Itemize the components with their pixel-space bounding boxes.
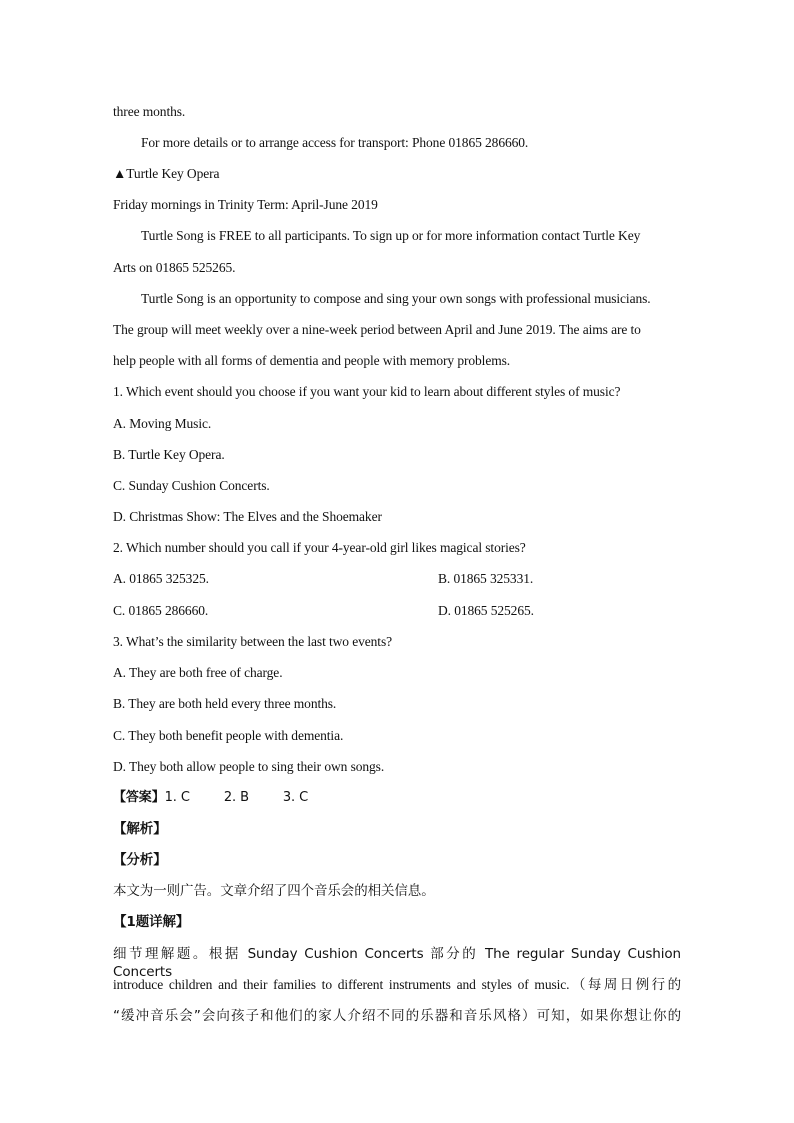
question-2-stem: 2. Which number should you call if your 4-year-old girl likes magical stories? [113,540,526,555]
desc-line-1: Turtle Song is an opportunity to compose and sing your own songs with professional musicians. [141,291,651,306]
question-3-option-c: C. They both benefit people with dementia. [113,728,344,743]
desc-line-2: The group will meet weekly over a nine-week period between April and June 2019. The aims are to [113,322,641,337]
answer-1: 1. C [164,790,190,805]
jiexi-heading: 【解析】 [113,821,167,837]
event-title: ▲Turtle Key Opera [113,166,220,181]
question-3-stem: 3. What’s the similarity between the last two events? [113,634,393,649]
analysis-summary: 本文为一则广告。文章介绍了四个音乐会的相关信息。 [113,883,435,899]
question-2-option-c: C. 01865 286660. [113,603,209,618]
question-1-option-a: A. Moving Music. [113,416,212,431]
answer-2: 2. B [223,790,249,805]
q1-detail-heading: 【1题详解】 [113,914,190,930]
q1-detail-line-2: introduce children and their families to different instruments and styles of music.（每周日例行的 [113,977,681,992]
desc-line-3: help people with all forms of dementia and people with memory problems. [113,353,511,368]
question-1-option-c: C. Sunday Cushion Concerts. [113,478,270,493]
question-2-option-a: A. 01865 325325. [113,571,209,586]
question-3-option-d: D. They both allow people to sing their own songs. [113,759,385,774]
question-3-option-a: A. They are both free of charge. [113,665,283,680]
free-line-2: Arts on 01865 525265. [113,260,236,275]
question-1-stem: 1. Which event should you choose if you want your kid to learn about different styles of music? [113,384,621,399]
q1-detail-line-1: 细节理解题。根据 Sunday Cushion Concerts 部分的 The regular Sunday Cushion Concerts [113,946,681,980]
question-3-option-b: B. They are both held every three months. [113,696,337,711]
question-1-option-b: B. Turtle Key Opera. [113,447,225,462]
question-2-option-b: B. 01865 325331. [438,571,534,586]
contact-transport: For more details or to arrange access for transport: Phone 01865 286660. [141,135,529,150]
answer-label: 【答案】 [113,790,165,805]
free-line-1: Turtle Song is FREE to all participants. To sign up or for more information contact Turtle Key [141,228,641,243]
q1-detail-line-3: “缓冲音乐会”会向孩子和他们的家人介绍不同的乐器和音乐风格）可知，如果你想让你的 [113,1008,681,1024]
fenxi-heading: 【分析】 [113,852,167,868]
answer-row [113,789,308,807]
passage-line-top: three months. [113,104,186,119]
question-1-option-d: D. Christmas Show: The Elves and the Shoemaker [113,509,382,524]
question-2-option-d: D. 01865 525265. [438,603,534,618]
answer-3: 3. C [282,790,309,805]
event-date: Friday mornings in Trinity Term: April-June 2019 [113,197,378,212]
